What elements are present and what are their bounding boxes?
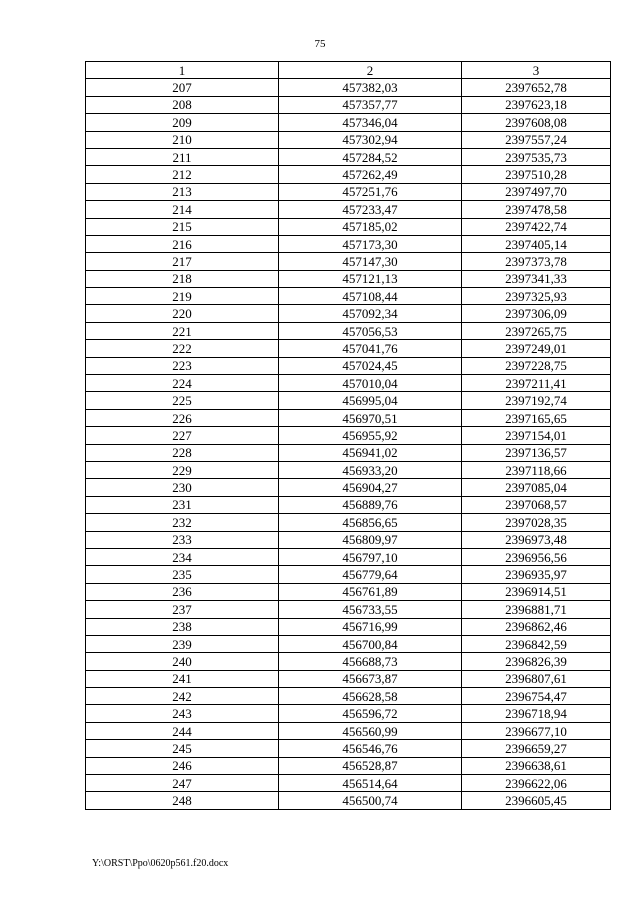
table-row bbox=[86, 357, 611, 374]
table-row bbox=[86, 670, 611, 687]
table-row bbox=[86, 183, 611, 200]
point-number-cell: 241 bbox=[86, 670, 279, 687]
table-row bbox=[86, 322, 611, 339]
table-row bbox=[86, 340, 611, 357]
x-coordinate-cell: 456628,58 bbox=[279, 688, 462, 705]
x-coordinate-cell: 457185,02 bbox=[279, 218, 462, 235]
x-coordinate-cell: 457233,47 bbox=[279, 201, 462, 218]
y-coordinate-cell: 2396638,61 bbox=[462, 757, 611, 774]
point-number-cell: 235 bbox=[86, 566, 279, 583]
x-coordinate-cell: 457147,30 bbox=[279, 253, 462, 270]
y-coordinate-cell: 2396881,71 bbox=[462, 601, 611, 618]
table-row bbox=[86, 461, 611, 478]
coordinates-table bbox=[85, 61, 611, 810]
y-coordinate-cell: 2397136,57 bbox=[462, 444, 611, 461]
point-number-cell: 234 bbox=[86, 548, 279, 565]
table-row bbox=[86, 740, 611, 757]
y-coordinate-cell: 2397118,66 bbox=[462, 461, 611, 478]
y-coordinate-cell: 2397422,74 bbox=[462, 218, 611, 235]
x-coordinate-cell: 457108,44 bbox=[279, 288, 462, 305]
x-coordinate-cell: 456546,76 bbox=[279, 740, 462, 757]
point-number-cell: 240 bbox=[86, 653, 279, 670]
table-row bbox=[86, 566, 611, 583]
x-coordinate-cell: 457382,03 bbox=[279, 79, 462, 96]
point-number-cell: 231 bbox=[86, 496, 279, 513]
y-coordinate-cell: 2396862,46 bbox=[462, 618, 611, 635]
table-row bbox=[86, 253, 611, 270]
point-number-cell: 233 bbox=[86, 531, 279, 548]
table-row bbox=[86, 688, 611, 705]
table-row bbox=[86, 96, 611, 113]
y-coordinate-cell: 2396659,27 bbox=[462, 740, 611, 757]
point-number-cell: 247 bbox=[86, 775, 279, 792]
point-number-cell: 228 bbox=[86, 444, 279, 461]
y-coordinate-cell: 2397192,74 bbox=[462, 392, 611, 409]
y-coordinate-cell: 2397211,41 bbox=[462, 375, 611, 392]
point-number-cell: 216 bbox=[86, 235, 279, 252]
y-coordinate-cell: 2397373,78 bbox=[462, 253, 611, 270]
x-coordinate-cell: 456856,65 bbox=[279, 514, 462, 531]
y-coordinate-cell: 2396973,48 bbox=[462, 531, 611, 548]
table-row bbox=[86, 392, 611, 409]
point-number-cell: 238 bbox=[86, 618, 279, 635]
x-coordinate-cell: 456596,72 bbox=[279, 705, 462, 722]
table-row bbox=[86, 601, 611, 618]
table-row bbox=[86, 288, 611, 305]
point-number-cell: 239 bbox=[86, 635, 279, 652]
x-coordinate-cell: 457024,45 bbox=[279, 357, 462, 374]
y-coordinate-cell: 2396842,59 bbox=[462, 635, 611, 652]
y-coordinate-cell: 2397652,78 bbox=[462, 79, 611, 96]
table-row bbox=[86, 201, 611, 218]
x-coordinate-cell: 457041,76 bbox=[279, 340, 462, 357]
y-coordinate-cell: 2397228,75 bbox=[462, 357, 611, 374]
table-row bbox=[86, 235, 611, 252]
point-number-cell: 212 bbox=[86, 166, 279, 183]
point-number-cell: 223 bbox=[86, 357, 279, 374]
x-coordinate-cell: 456500,74 bbox=[279, 792, 462, 809]
y-coordinate-cell: 2396935,97 bbox=[462, 566, 611, 583]
y-coordinate-cell: 2397325,93 bbox=[462, 288, 611, 305]
y-coordinate-cell: 2397028,35 bbox=[462, 514, 611, 531]
y-coordinate-cell: 2396914,51 bbox=[462, 583, 611, 600]
x-coordinate-cell: 456673,87 bbox=[279, 670, 462, 687]
point-number-cell: 237 bbox=[86, 601, 279, 618]
point-number-cell: 219 bbox=[86, 288, 279, 305]
point-number-cell: 224 bbox=[86, 375, 279, 392]
y-coordinate-cell: 2397405,14 bbox=[462, 235, 611, 252]
y-coordinate-cell: 2397341,33 bbox=[462, 270, 611, 287]
table-row bbox=[86, 79, 611, 96]
x-coordinate-cell: 457284,52 bbox=[279, 148, 462, 165]
y-coordinate-cell: 2396622,06 bbox=[462, 775, 611, 792]
x-coordinate-cell: 456700,84 bbox=[279, 635, 462, 652]
point-number-cell: 246 bbox=[86, 757, 279, 774]
table-row bbox=[86, 148, 611, 165]
point-number-cell: 243 bbox=[86, 705, 279, 722]
point-number-cell: 220 bbox=[86, 305, 279, 322]
y-coordinate-cell: 2397265,75 bbox=[462, 322, 611, 339]
table-row bbox=[86, 653, 611, 670]
point-number-cell: 210 bbox=[86, 131, 279, 148]
y-coordinate-cell: 2397535,73 bbox=[462, 148, 611, 165]
point-number-cell: 244 bbox=[86, 722, 279, 739]
x-coordinate-cell: 456970,51 bbox=[279, 409, 462, 426]
table-row bbox=[86, 775, 611, 792]
x-coordinate-cell: 456995,04 bbox=[279, 392, 462, 409]
point-number-cell: 242 bbox=[86, 688, 279, 705]
point-number-cell: 207 bbox=[86, 79, 279, 96]
y-coordinate-cell: 2397557,24 bbox=[462, 131, 611, 148]
column-header-3: 3 bbox=[462, 62, 611, 79]
point-number-cell: 211 bbox=[86, 148, 279, 165]
table-row bbox=[86, 548, 611, 565]
table-row bbox=[86, 705, 611, 722]
table-row bbox=[86, 444, 611, 461]
y-coordinate-cell: 2396677,10 bbox=[462, 722, 611, 739]
table-row bbox=[86, 792, 611, 809]
table-row bbox=[86, 514, 611, 531]
x-coordinate-cell: 456733,55 bbox=[279, 601, 462, 618]
x-coordinate-cell: 456514,64 bbox=[279, 775, 462, 792]
point-number-cell: 222 bbox=[86, 340, 279, 357]
table-body bbox=[86, 79, 611, 809]
point-number-cell: 226 bbox=[86, 409, 279, 426]
x-coordinate-cell: 457302,94 bbox=[279, 131, 462, 148]
table-row bbox=[86, 635, 611, 652]
y-coordinate-cell: 2397478,58 bbox=[462, 201, 611, 218]
x-coordinate-cell: 456955,92 bbox=[279, 427, 462, 444]
x-coordinate-cell: 457346,04 bbox=[279, 114, 462, 131]
table-row bbox=[86, 131, 611, 148]
point-number-cell: 213 bbox=[86, 183, 279, 200]
y-coordinate-cell: 2396807,61 bbox=[462, 670, 611, 687]
x-coordinate-cell: 456933,20 bbox=[279, 461, 462, 478]
table-header bbox=[86, 62, 611, 79]
x-coordinate-cell: 457251,76 bbox=[279, 183, 462, 200]
y-coordinate-cell: 2397068,57 bbox=[462, 496, 611, 513]
x-coordinate-cell: 456809,97 bbox=[279, 531, 462, 548]
x-coordinate-cell: 457010,04 bbox=[279, 375, 462, 392]
table-row bbox=[86, 166, 611, 183]
x-coordinate-cell: 456779,64 bbox=[279, 566, 462, 583]
point-number-cell: 229 bbox=[86, 461, 279, 478]
y-coordinate-cell: 2397249,01 bbox=[462, 340, 611, 357]
table-row bbox=[86, 722, 611, 739]
x-coordinate-cell: 457262,49 bbox=[279, 166, 462, 183]
table-row bbox=[86, 270, 611, 287]
point-number-cell: 214 bbox=[86, 201, 279, 218]
footer-file-path: Y:\ORST\Ppo\0620p561.f20.docx bbox=[92, 858, 229, 869]
point-number-cell: 218 bbox=[86, 270, 279, 287]
y-coordinate-cell: 2396718,94 bbox=[462, 705, 611, 722]
x-coordinate-cell: 456560,99 bbox=[279, 722, 462, 739]
table-row bbox=[86, 375, 611, 392]
point-number-cell: 245 bbox=[86, 740, 279, 757]
x-coordinate-cell: 456904,27 bbox=[279, 479, 462, 496]
table-row bbox=[86, 409, 611, 426]
x-coordinate-cell: 457173,30 bbox=[279, 235, 462, 252]
y-coordinate-cell: 2397497,70 bbox=[462, 183, 611, 200]
y-coordinate-cell: 2397623,18 bbox=[462, 96, 611, 113]
header-row bbox=[86, 62, 611, 79]
point-number-cell: 236 bbox=[86, 583, 279, 600]
table-row bbox=[86, 618, 611, 635]
table-row bbox=[86, 496, 611, 513]
table-row bbox=[86, 531, 611, 548]
y-coordinate-cell: 2397154,01 bbox=[462, 427, 611, 444]
x-coordinate-cell: 456688,73 bbox=[279, 653, 462, 670]
y-coordinate-cell: 2397085,04 bbox=[462, 479, 611, 496]
table-row bbox=[86, 427, 611, 444]
point-number-cell: 230 bbox=[86, 479, 279, 496]
table-row bbox=[86, 583, 611, 600]
y-coordinate-cell: 2397306,09 bbox=[462, 305, 611, 322]
point-number-cell: 227 bbox=[86, 427, 279, 444]
table-row bbox=[86, 305, 611, 322]
point-number-cell: 215 bbox=[86, 218, 279, 235]
table-row bbox=[86, 218, 611, 235]
point-number-cell: 248 bbox=[86, 792, 279, 809]
x-coordinate-cell: 456528,87 bbox=[279, 757, 462, 774]
point-number-cell: 232 bbox=[86, 514, 279, 531]
x-coordinate-cell: 456761,89 bbox=[279, 583, 462, 600]
x-coordinate-cell: 457357,77 bbox=[279, 96, 462, 113]
y-coordinate-cell: 2396605,45 bbox=[462, 792, 611, 809]
x-coordinate-cell: 456941,02 bbox=[279, 444, 462, 461]
y-coordinate-cell: 2397608,08 bbox=[462, 114, 611, 131]
point-number-cell: 217 bbox=[86, 253, 279, 270]
y-coordinate-cell: 2396826,39 bbox=[462, 653, 611, 670]
table-row bbox=[86, 114, 611, 131]
column-header-2: 2 bbox=[279, 62, 462, 79]
y-coordinate-cell: 2397510,28 bbox=[462, 166, 611, 183]
point-number-cell: 209 bbox=[86, 114, 279, 131]
y-coordinate-cell: 2397165,65 bbox=[462, 409, 611, 426]
x-coordinate-cell: 456889,76 bbox=[279, 496, 462, 513]
page-number: 75 bbox=[314, 38, 326, 50]
column-header-1: 1 bbox=[86, 62, 279, 79]
x-coordinate-cell: 457092,34 bbox=[279, 305, 462, 322]
y-coordinate-cell: 2396956,56 bbox=[462, 548, 611, 565]
x-coordinate-cell: 456716,99 bbox=[279, 618, 462, 635]
point-number-cell: 225 bbox=[86, 392, 279, 409]
x-coordinate-cell: 456797,10 bbox=[279, 548, 462, 565]
point-number-cell: 221 bbox=[86, 322, 279, 339]
table-row bbox=[86, 757, 611, 774]
x-coordinate-cell: 457056,53 bbox=[279, 322, 462, 339]
y-coordinate-cell: 2396754,47 bbox=[462, 688, 611, 705]
table-row bbox=[86, 479, 611, 496]
x-coordinate-cell: 457121,13 bbox=[279, 270, 462, 287]
point-number-cell: 208 bbox=[86, 96, 279, 113]
